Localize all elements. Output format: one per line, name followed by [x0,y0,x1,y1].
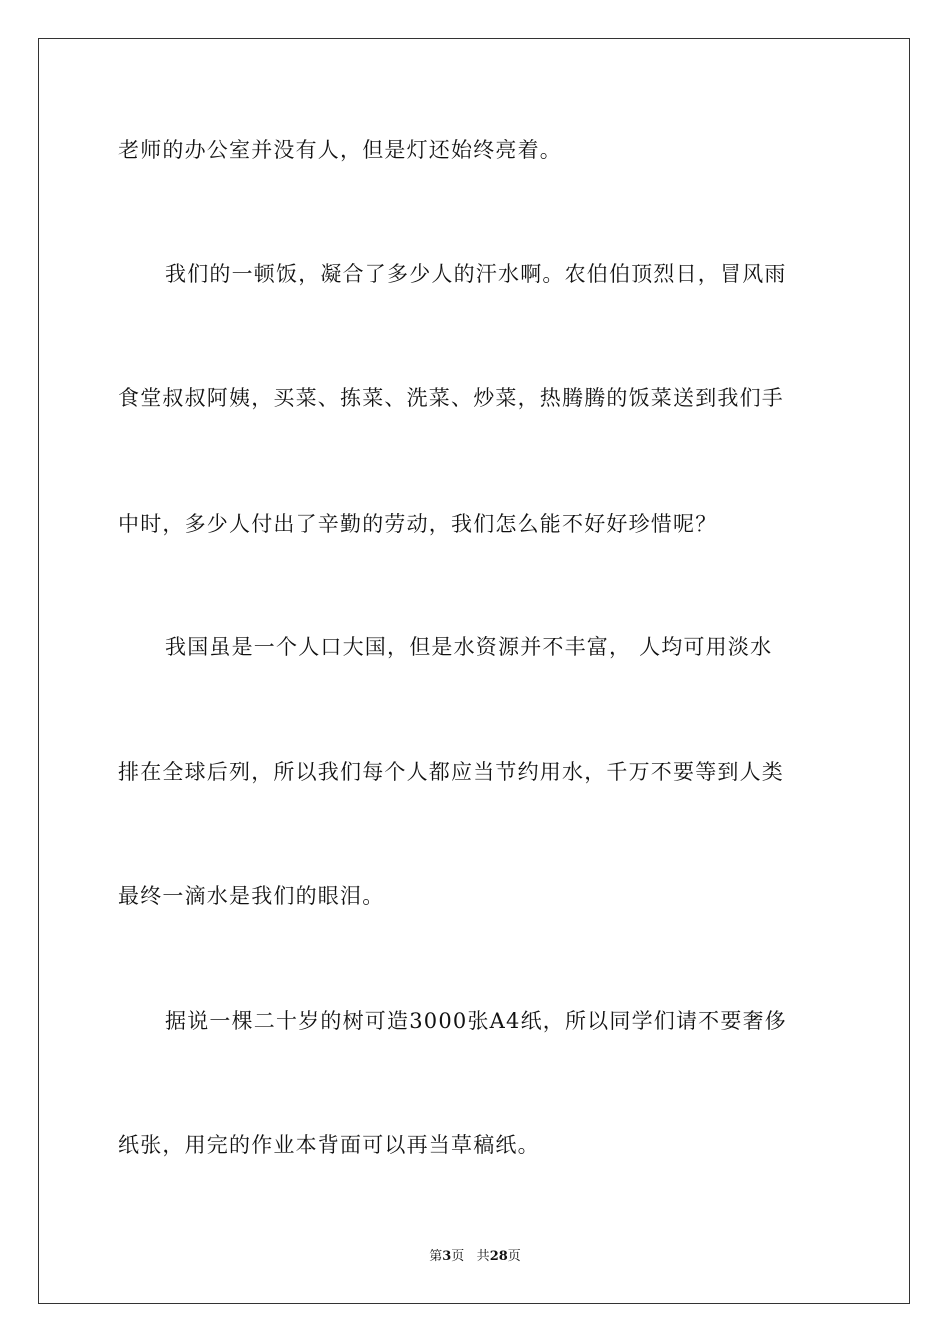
text-line-9: 纸张，用完的作业本背面可以再当草稿纸。 [118,1133,540,1157]
text-line-3: 食堂叔叔阿姨，买菜、拣菜、洗菜、炒菜，热腾腾的饭菜送到我们手 [118,386,784,410]
text-line-5: 我国虽是一个人口大国，但是水资源并不丰富， 人均可用淡水 [165,635,773,659]
text-line-4: 中时，多少人付出了辛勤的劳动，我们怎么能不好好珍惜呢？ [118,512,718,536]
text-line-2: 我们的一顿饭，凝合了多少人的汗水啊。农伯伯顶烈日，冒风雨 [165,262,787,286]
footer-total-prefix: 共 [476,1249,490,1264]
text-line-7: 最终一滴水是我们的眼泪。 [118,884,385,908]
text-line-6: 排在全球后列，所以我们每个人都应当节约用水，千万不要等到人类 [118,760,784,784]
footer-page-unit: 页 [451,1249,465,1264]
text-line-8: 据说一棵二十岁的树可造3000张A4纸，所以同学们请不要奢侈 [165,1009,787,1033]
page-frame [38,38,910,1304]
total-pages-number: 28 [489,1249,508,1264]
current-page-number: 3 [442,1249,452,1264]
footer-prefix: 第 [429,1249,443,1264]
footer-total-unit: 页 [507,1249,521,1264]
text-line-1: 老师的办公室并没有人，但是灯还始终亮着。 [118,138,562,162]
page-footer [0,1248,950,1266]
